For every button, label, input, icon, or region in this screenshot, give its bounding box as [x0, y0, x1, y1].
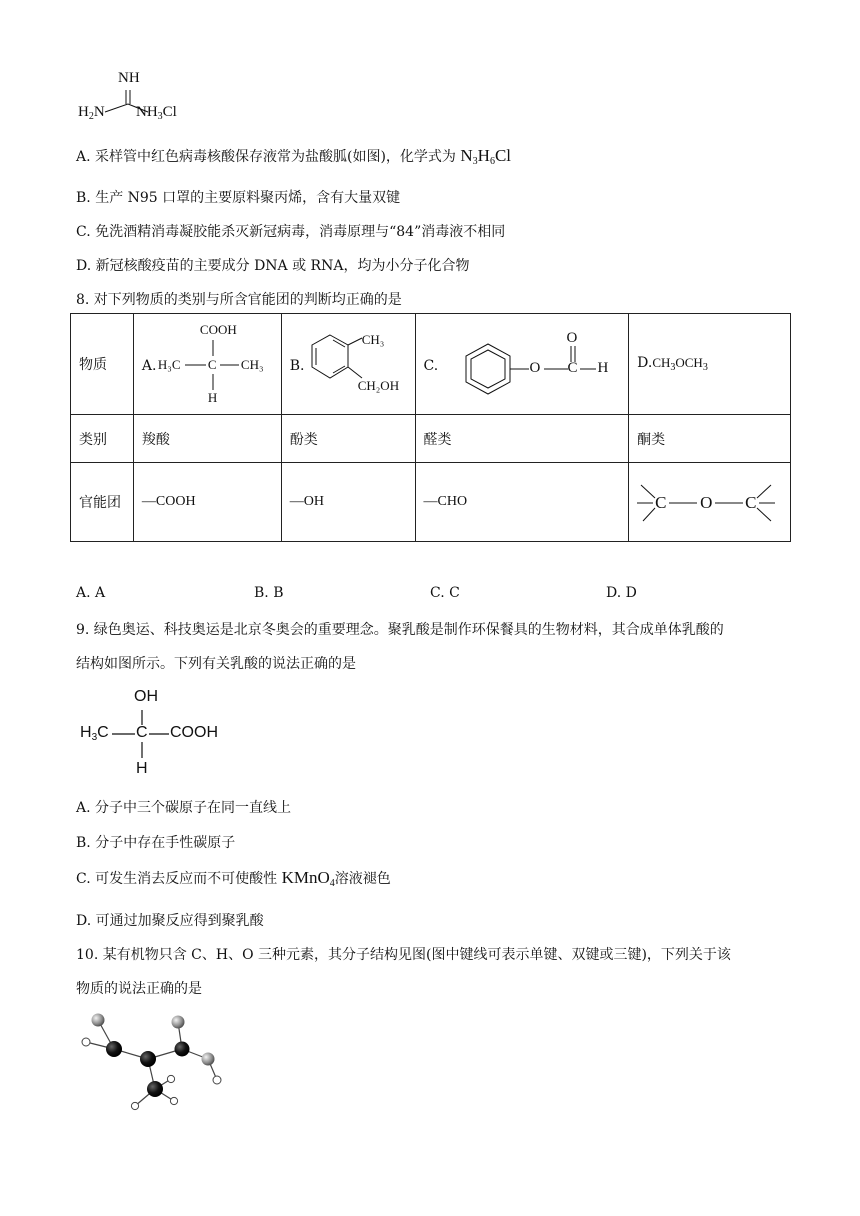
q8-cell-c-structure	[415, 314, 629, 415]
q8-d-c1: C	[655, 493, 667, 512]
q9-option-d: D. 可通过加聚反应得到聚乳酸	[76, 913, 264, 929]
q7-formula: $N_3H_6Cl$	[460, 146, 512, 167]
q8-c-prefix: C.	[423, 358, 439, 374]
q8-a-ch3: CH₃	[240, 357, 264, 372]
lactic-acid-structure	[78, 688, 238, 780]
q8-a-c: C	[207, 357, 217, 372]
q8-a-h: H	[207, 390, 218, 405]
q8-stem: 8. 对下列物质的类别与所含官能团的判断均正确的是	[76, 292, 402, 308]
q8-row-substance	[71, 314, 791, 415]
lactic-h3c: $H_3C$	[80, 724, 109, 743]
q9-option-a: A. 分子中三个碳原子在同一直线上	[76, 800, 292, 816]
q7-option-c: C. 免洗酒精消毒凝胶能杀灭新冠病毒，消毒原理与“84”消毒液不相同	[76, 224, 506, 240]
q8-class-b: 酚类	[281, 415, 415, 463]
q8-row-class	[71, 415, 791, 463]
q8-option-c: C. C	[430, 585, 460, 601]
q8-option-a: A. A	[76, 585, 106, 601]
atom-gray-top	[172, 1016, 185, 1029]
atom-h-a	[167, 1075, 174, 1082]
q8-row-header: 官能团	[71, 463, 134, 542]
q8-a-cooh: COOH	[199, 322, 237, 337]
q8-group-d	[629, 463, 791, 542]
q7-option-a: A. 采样管中红色病毒核酸保存液常为盐酸胍(如图)，化学式为 $N_3H_6Cl$	[76, 146, 512, 167]
q8-c-o: O	[529, 360, 541, 376]
q8-cell-b-structure	[281, 314, 415, 415]
guanidine-h2n: $H_2N$	[78, 104, 105, 122]
atom-gray-right	[202, 1053, 215, 1066]
q8-class-c: 醛类	[415, 415, 629, 463]
guanidine-nh3cl: $NH_3Cl$	[136, 104, 177, 122]
q10-stem-line2: 物质的说法正确的是	[76, 981, 202, 997]
q8-b-ring	[282, 314, 412, 414]
atom-c4	[147, 1081, 163, 1097]
q8-d-prefix: D.	[637, 355, 653, 371]
q9-option-c: C. 可发生消去反应而不可使酸性 KMnO$_4$溶液褪色	[76, 868, 391, 889]
atom-h-right	[213, 1076, 221, 1084]
q8-option-b: B. B	[254, 585, 284, 601]
q8-a-prefix: A.	[141, 358, 157, 374]
q9-stem-line1: 9. 绿色奥运、科技奥运是北京冬奥会的重要理念。聚乳酸是制作环保餐具的生物材料，其合成单体乳酸的	[76, 622, 724, 638]
guanidine-structure	[76, 68, 196, 128]
q8-d-o: O	[700, 493, 713, 512]
q8-cell-d-structure	[629, 314, 791, 415]
guanidine-nh: NH	[118, 70, 140, 86]
lactic-oh: OH	[134, 688, 158, 705]
q8-cell-a-structure	[133, 314, 281, 415]
atom-c3	[175, 1042, 190, 1057]
atom-h-left	[82, 1038, 90, 1046]
q8-b-ch3: CH₃	[361, 332, 385, 347]
lactic-cooh: COOH	[170, 724, 218, 741]
q8-row-group	[71, 463, 791, 542]
q8-c-h: H	[597, 360, 609, 376]
q8-table	[70, 313, 791, 542]
q8-class-a: 羧酸	[133, 415, 281, 463]
q8-row-header: 物质	[71, 314, 134, 415]
q9-kmno4: KMnO$_4$	[281, 868, 335, 889]
q8-d-c2: C	[745, 493, 757, 512]
q8-class-d: 酮类	[629, 415, 791, 463]
q9-option-b: B. 分子中存在手性碳原子	[76, 835, 236, 851]
q8-b-ch2oh: CH₂OH	[357, 378, 400, 393]
q8-group-b: —OH	[281, 463, 415, 542]
ball-and-stick-model	[74, 1006, 244, 1116]
atom-h-c	[131, 1102, 138, 1109]
atom-h-b	[170, 1097, 177, 1104]
q8-group-c: —CHO	[415, 463, 629, 542]
q8-a-h3c: H₃C	[157, 357, 181, 372]
q10-stem-line1: 10. 某有机物只含 C、H、O 三种元素，其分子结构见图(图中键线可表示单键、双键或三键)，下列关于该	[76, 947, 731, 963]
q7-option-b: B. 生产 N95 口罩的主要原料聚丙烯，含有大量双键	[76, 190, 401, 206]
q8-c-c: C	[567, 360, 578, 376]
atom-c1	[106, 1041, 122, 1057]
q8-b-prefix: B.	[289, 358, 305, 374]
q9-stem-line2: 结构如图所示。下列有关乳酸的说法正确的是	[76, 656, 356, 672]
q8-option-d: D. D	[606, 585, 637, 601]
atom-c2	[140, 1051, 156, 1067]
q8-d-formula: $CH_3OCH_3$	[652, 355, 708, 373]
lactic-h: H	[136, 760, 148, 777]
q8-row-header: 类别	[71, 415, 134, 463]
lactic-c: C	[136, 724, 148, 741]
q7-option-d: D. 新冠核酸疫苗的主要成分 DNA 或 RNA，均为小分子化合物	[76, 258, 470, 274]
atom-gray-top-left	[92, 1014, 105, 1027]
q8-group-a: —COOH	[133, 463, 281, 542]
q8-c-o-top: O	[566, 330, 578, 346]
